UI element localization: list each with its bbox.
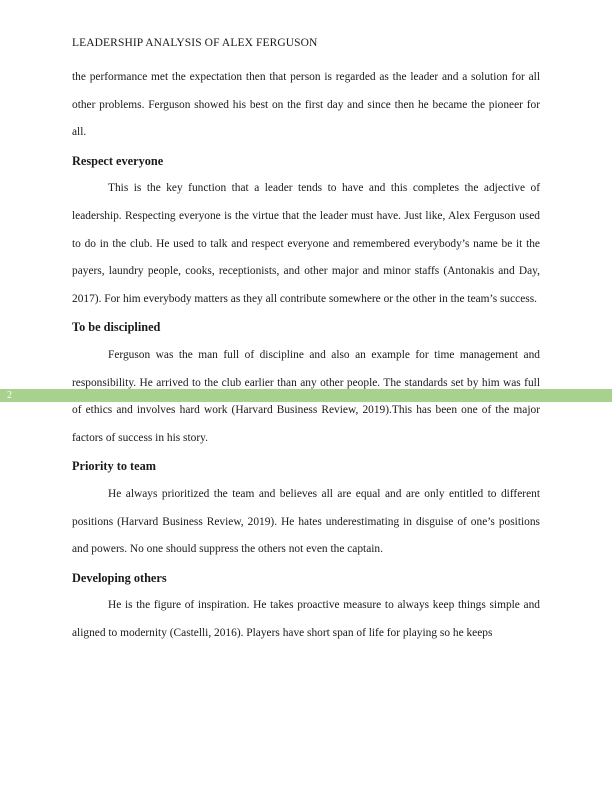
body-text [72, 64, 540, 647]
page-break-band [0, 389, 612, 402]
paragraph-continuation: the performance met the expectation then that person is regarded as the leader and a solution for all other problems. Ferguson showed his best on the first day and since then he became the pioneer for all. [72, 71, 540, 139]
running-head: LEADERSHIP ANALYSIS OF ALEX FERGUSON [72, 37, 318, 49]
paragraph-to-be-disciplined: Ferguson was the man full of discipline and also an example for time management and responsibility. He arrived to the club earlier than any other people. The standards set by him was full of ethics and involves hard work (Harvard Business Review, 2019).This has been one of the major factors of success in his story. [72, 348, 540, 444]
paragraph-developing-others: He is the figure of inspiration. He takes proactive measure to always keep things simple and aligned to modernity (Castelli, 2016). Players have short span of life for playing so he keeps [72, 599, 540, 639]
page-number: 2 [7, 390, 12, 401]
paragraph-respect-everyone: This is the key function that a leader tends to have and this completes the adjective of leadership. Respecting everyone is the virtue that the leader must have. Just like, Alex Ferguson used to do in the club. He used to talk and respect everyone and remembered everybody’s name be it the payers, laundry people, cooks, receptionists, and other major and minor staffs (Antonakis and Day, 2017). For him everybody matters as they all contribute somewhere or the other in the team’s success. [72, 182, 540, 305]
heading-to-be-disciplined: To be disciplined [72, 320, 161, 335]
paragraph-priority-to-team: He always prioritized the team and believes all are equal and are only entitled to different positions (Harvard Business Review, 2019). He hates underestimating in disguise of one’s positions and powers. No one should suppress the others not even the captain. [72, 487, 540, 556]
heading-respect-everyone: Respect everyone [72, 153, 164, 168]
heading-developing-others: Developing others [72, 570, 167, 585]
heading-priority-to-team: Priority to team [72, 459, 156, 474]
